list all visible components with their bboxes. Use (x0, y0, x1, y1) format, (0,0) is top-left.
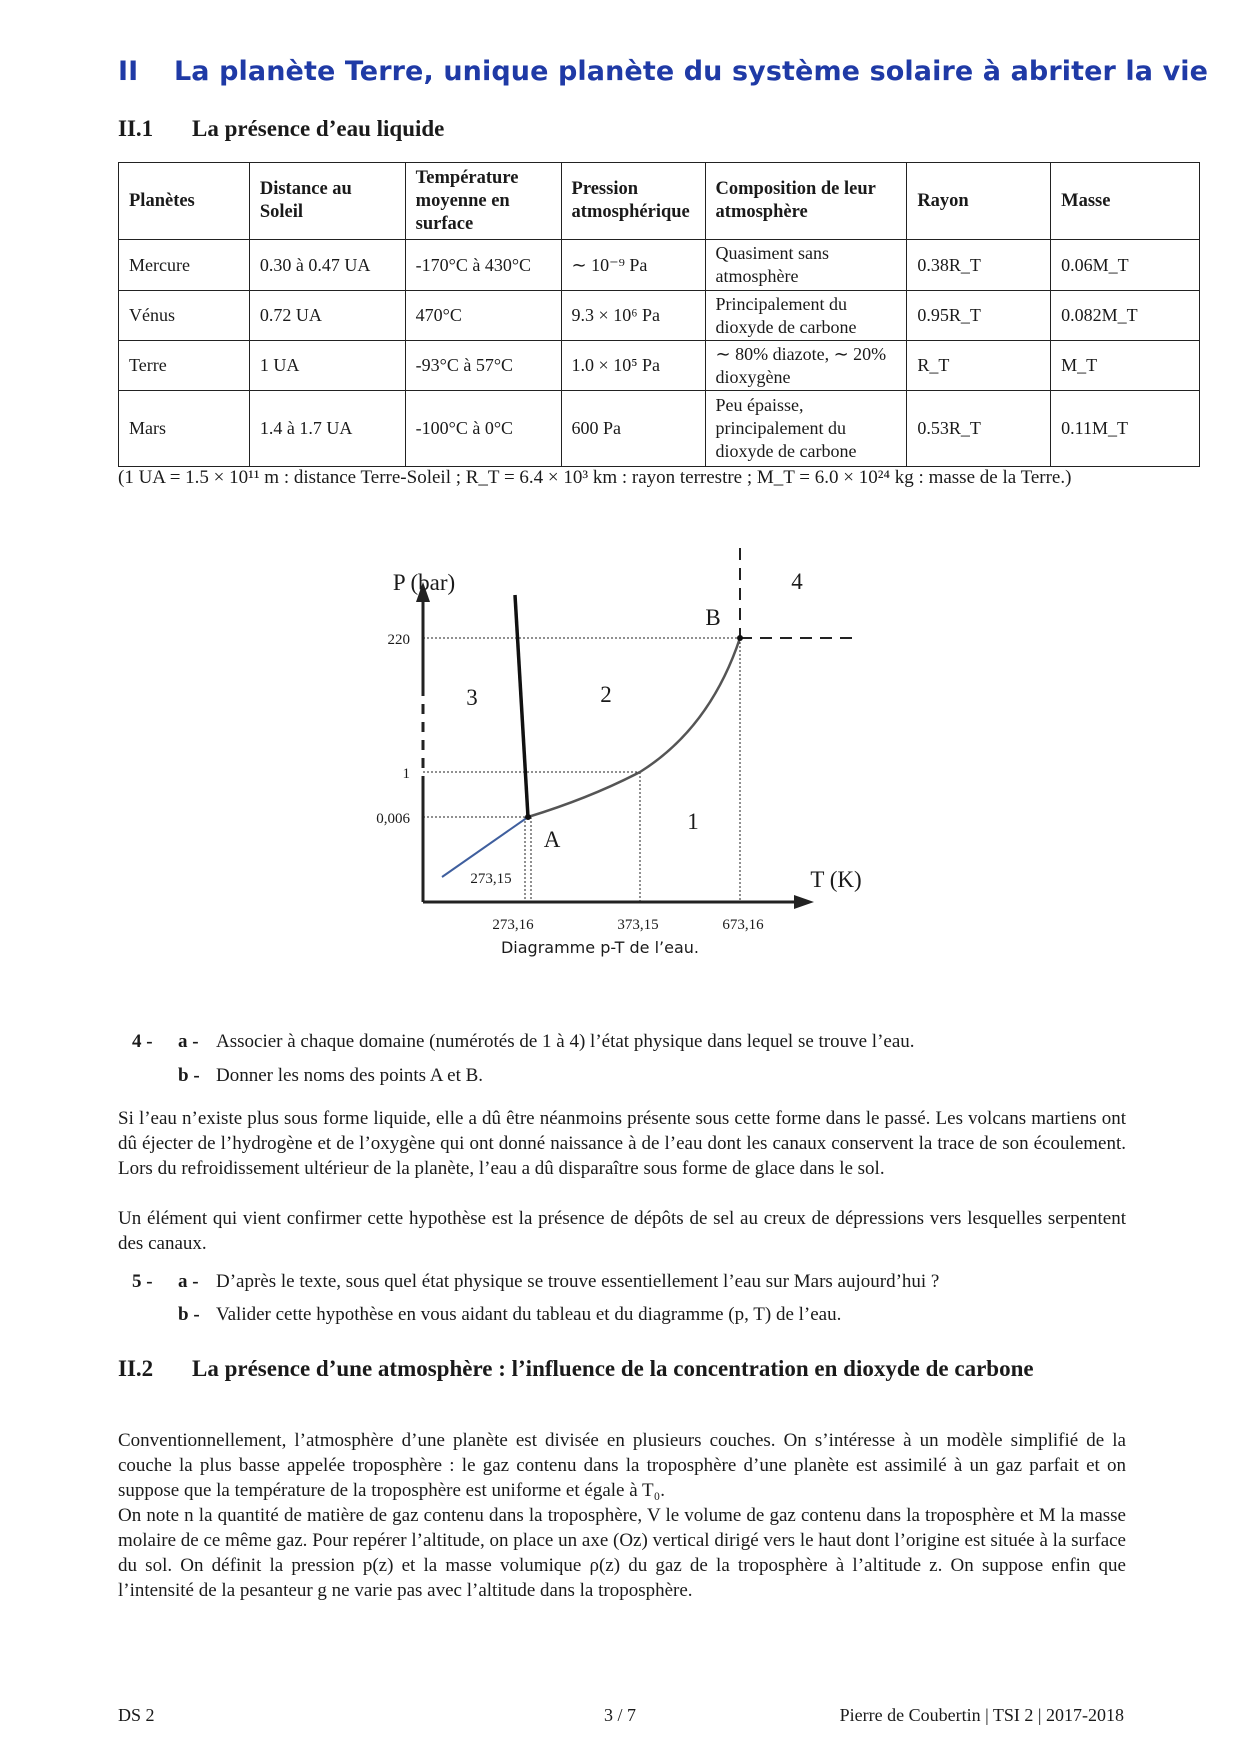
question-4a (132, 1030, 915, 1054)
cell-distance: 0.72 UA (249, 291, 405, 341)
y-tick-1: 1 (402, 766, 410, 782)
footer-left: DS 2 (118, 1705, 155, 1725)
cell-temp: -100°C à 0°C (405, 391, 561, 467)
x-tick-673-16: 673,16 (722, 917, 764, 933)
footer-page-number: 3 / 7 (603, 1705, 636, 1725)
table-row (119, 341, 1200, 391)
cell-composition: Quasiment sans atmosphère (705, 240, 907, 291)
header-temperature: Température moyenne en surface (405, 163, 561, 240)
question-4a-text: Associer à chaque domaine (numérotés de 1 à 4) l’état physique dans lequel se trouve l’eau. (216, 1031, 915, 1052)
y-tick-0006: 0,006 (376, 811, 410, 827)
point-a-label: A (543, 827, 561, 852)
header-planets: Planètes (119, 163, 250, 240)
question-4a-label: a - (178, 1031, 199, 1052)
cell-mass: 0.06M_T (1051, 240, 1200, 291)
cell-pressure: ∼ 10⁻⁹ Pa (561, 240, 705, 291)
cell-distance: 1 UA (249, 341, 405, 391)
cell-composition: Peu épaisse, principalement du dioxyde de carbone (705, 391, 907, 467)
vaporization-curve (528, 638, 740, 817)
question-5a-label: a - (178, 1271, 199, 1292)
header-mass: Masse (1051, 163, 1200, 240)
cell-planet: Mercure (119, 240, 250, 291)
sublimation-curve (442, 817, 528, 877)
diagram-caption: Diagramme p-T de l’eau. (500, 938, 700, 957)
cell-composition: Principalement du dioxyde de carbone (705, 291, 907, 341)
cell-mass: 0.11M_T (1051, 391, 1200, 467)
paragraph-notation: On note n la quantité de matière de gaz contenu dans la troposphère, V le volume de gaz contenu dans la troposphère et M la masse molaire de ce même gaz. Pour repérer l’altitude, on place un axe (Oz) vertical dirigé vers le haut dont l’origine est située à la surface du sol. On définit la pression p(z) et la masse volumique ρ(z) du gaz de la troposphère à l’altitude z. On suppose enfin que l’intensité de la pesanteur g ne varie pas avec l’altitude dans la troposphère. (118, 1505, 1126, 1601)
critical-point-marker (737, 635, 743, 641)
cell-planet: Mars (119, 391, 250, 467)
point-b-label: B (705, 605, 721, 630)
region-3-label: 3 (466, 685, 478, 710)
table-note: (1 UA = 1.5 × 10¹¹ m : distance Terre-Soleil ; R_T = 6.4 × 10³ km : rayon terrestre ; M_T = 6.0 × 10²⁴ kg : masse de la Terre.) (118, 467, 1072, 488)
question-4b-label: b - (178, 1065, 200, 1086)
cell-pressure: 1.0 × 10⁵ Pa (561, 341, 705, 391)
subsection-1-heading: La présence d’eau liquide (192, 116, 445, 141)
header-pressure: Pression atmosphérique (561, 163, 705, 240)
question-5a-text: D’après le texte, sous quel état physique se trouve essentiellement l’eau sur Mars aujourd’hui ? (216, 1271, 940, 1292)
cell-composition: ∼ 80% diazote, ∼ 20% dioxygène (705, 341, 907, 391)
subsection-1-number: II.1 (118, 116, 154, 141)
cell-planet: Vénus (119, 291, 250, 341)
cell-pressure: 9.3 × 10⁶ Pa (561, 291, 705, 341)
cell-temp: -93°C à 57°C (405, 341, 561, 391)
x-axis-arrow-icon (794, 895, 814, 909)
cell-radius: 0.53R_T (907, 391, 1051, 467)
cell-radius: 0.95R_T (907, 291, 1051, 341)
region-2-label: 2 (600, 682, 612, 707)
cell-distance: 1.4 à 1.7 UA (249, 391, 405, 467)
region-4-label: 4 (791, 569, 803, 594)
y-axis-label: P (bar) (392, 570, 456, 595)
table-row (119, 240, 1200, 291)
cell-temp: -170°C à 430°C (405, 240, 561, 291)
question-5b-label: b - (178, 1304, 200, 1325)
paragraph-troposphere-model: Conventionnellement, l’atmosphère d’une planète est divisée en plusieurs couches. On s’intéresse à un modèle simplifié de la couche la plus basse appelée troposphère : le gaz contenu dans la troposphère d’une planète est assimilé à un gaz parfait et on suppose que la température de la troposphère est uniforme et égale à T₀. (118, 1430, 1126, 1501)
cell-mass: 0.082M_T (1051, 291, 1200, 341)
y-tick-220: 220 (387, 632, 410, 648)
question-4-number: 4 - (132, 1031, 153, 1052)
header-distance: Distance au Soleil (249, 163, 405, 240)
section-heading: La planète Terre, unique planète du système solaire à abriter la vie (174, 56, 1209, 87)
section-number: II (118, 56, 139, 87)
table-row (119, 291, 1200, 341)
paragraph-salt-deposits: Un élément qui vient confirmer cette hypothèse est la présence de dépôts de sel au creux de dépressions vers lesquelles serpentent des canaux. (118, 1208, 1126, 1254)
question-4b (178, 1064, 483, 1088)
header-radius: Rayon (907, 163, 1051, 240)
table-row (119, 391, 1200, 467)
footer-right: Pierre de Coubertin | TSI 2 | 2017-2018 (839, 1705, 1124, 1725)
subsection-1-title (118, 116, 444, 142)
question-4b-text: Donner les noms des points A et B. (216, 1065, 484, 1086)
subsection-2-number: II.2 (118, 1356, 154, 1381)
triple-point-marker (525, 814, 531, 820)
cell-radius: R_T (907, 341, 1051, 391)
header-composition: Composition de leur atmosphère (705, 163, 907, 240)
cell-mass: M_T (1051, 341, 1200, 391)
table-header-row (119, 163, 1200, 240)
cell-distance: 0.30 à 0.47 UA (249, 240, 405, 291)
x-tick-273-16: 273,16 (492, 917, 534, 933)
planets-table (118, 162, 1200, 467)
question-5b-text: Valider cette hypothèse en vous aidant du tableau et du diagramme (p, T) de l’eau. (216, 1304, 842, 1325)
question-5-number: 5 - (132, 1271, 153, 1292)
x-axis-label: T (K) (810, 867, 862, 892)
section-title (118, 56, 1208, 87)
paragraph-mars-water: Si l’eau n’existe plus sous forme liquide, elle a dû être néanmoins présente sous cette forme dans le passé. Les volcans martiens ont dû éjecter de l’hydrogène et de l’oxygène qui ont donné naissance à de l’eau dont les canaux conservent la trace de son écoulement. Lors du refroidissement ultérieur de la planète, l’eau a dû disparaître sous forme de glace dans le sol. (118, 1108, 1126, 1179)
cell-radius: 0.38R_T (907, 240, 1051, 291)
cell-planet: Terre (119, 341, 250, 391)
question-5a (132, 1270, 939, 1294)
x-tick-373-15: 373,15 (617, 917, 659, 933)
cell-pressure: 600 Pa (561, 391, 705, 467)
question-5b (178, 1303, 841, 1327)
subsection-2-heading: La présence d’une atmosphère : l’influence de la concentration en dioxyde de carbone (192, 1356, 1034, 1381)
fusion-curve (515, 595, 528, 817)
region-1-label: 1 (687, 809, 699, 834)
tick-273-15: 273,15 (470, 871, 512, 887)
phase-diagram (360, 538, 880, 938)
cell-temp: 470°C (405, 291, 561, 341)
subsection-2-title (118, 1354, 1128, 1383)
